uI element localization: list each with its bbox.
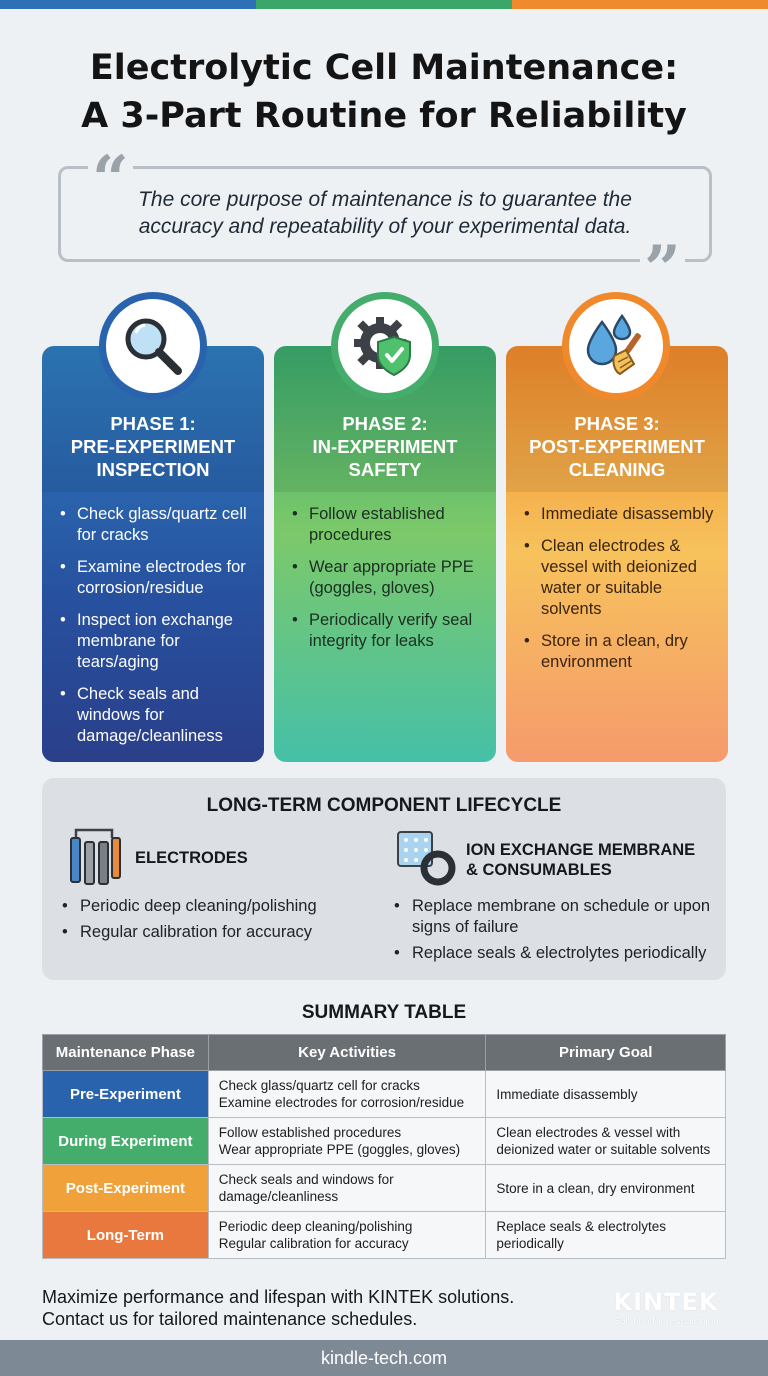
table-row [43,1071,726,1118]
phase-1-list [60,504,254,758]
logo-name: KINTEK [613,1288,719,1316]
table-header-row [43,1035,726,1071]
phase-3-title-line-3: CLEANING [568,459,666,480]
activities-cell [208,1212,486,1259]
phase-2-title-line-3: SAFETY [348,459,422,480]
lifecycle-title: LONG-TERM COMPONENT LIFECYCLE [206,795,562,816]
list-item: • Store in a clean, dry environment [524,631,718,673]
activity-line: damage/cleanliness [218,1189,339,1204]
quote-text [70,186,700,240]
top-bar-blue [0,0,256,9]
list-item: • Inspect ion exchange membrane for tears/aging [60,610,254,673]
column-header: Primary Goal [486,1035,726,1071]
goal-line: Clean electrodes & vessel with [496,1125,681,1140]
gear-shield-icon [331,292,439,400]
site-url[interactable]: kindle-tech.com [320,1348,448,1368]
magnifier-icon [99,292,207,400]
open-quote-icon: “ [88,148,133,212]
quote-line-2: accuracy and repeatability of your experimental data. [138,215,632,238]
table-row [43,1212,726,1259]
phase-3-title [506,412,728,481]
electrodes-list [62,896,382,943]
list-item: • Clean electrodes & vessel with deionized water or suitable solvents [524,536,718,620]
droplets-brush-icon [562,292,670,400]
phase-2-list [292,504,486,663]
site-url-bar [0,1340,768,1376]
phase-2-title-line-2: IN-EXPERIMENT [312,436,458,457]
electrodes-icon [68,828,122,893]
footer-line-2: Contact us for tailored maintenance schedules. [42,1309,418,1329]
top-accent-bar [0,0,768,9]
list-item: • Replace seals & electrolytes periodically [394,943,724,964]
membrane-list-wrap [394,896,724,969]
goal-cell [486,1165,726,1212]
phase-3-title-line-2: POST-EXPERIMENT [529,436,705,457]
activity-line: Follow established procedures [218,1125,402,1140]
membrane-icon [396,830,460,891]
phase-cell: During Experiment [43,1118,209,1165]
list-item: • Check seals and windows for damage/cleanliness [60,684,254,747]
phase-cell: Long-Term [43,1212,209,1259]
activities-cell [208,1165,486,1212]
phase-1-title-line-2: PRE-EXPERIMENT [70,436,236,457]
activity-line: Regular calibration for accuracy [218,1236,409,1251]
page-title [0,44,768,140]
footer-line-1: Maximize performance and lifespan with KINTEK solutions. [42,1287,515,1307]
list-item: • Check glass/quartz cell for cracks [60,504,254,546]
phase-1-title-line-1: PHASE 1: [110,413,196,434]
footer-text [42,1286,514,1330]
activity-line: Check glass/quartz cell for cracks [218,1078,420,1093]
phase-2-title [274,412,496,481]
goal-line: Store in a clean, dry environment [496,1180,695,1196]
column-header: Maintenance Phase [43,1035,209,1071]
phase-cell: Pre-Experiment [43,1071,209,1118]
activity-line: Periodic deep cleaning/polishing [218,1219,413,1234]
activities-cell [208,1071,486,1118]
goal-cell [486,1071,726,1118]
quote-line-1: The core purpose of maintenance is to guarantee the [138,188,632,211]
column-header: Key Activities [208,1035,486,1071]
lifecycle-panel [42,778,726,980]
phase-1-title-line-3: INSPECTION [96,459,210,480]
membrane-heading-line-1: ION EXCHANGE MEMBRANE [466,841,696,859]
list-item: • Regular calibration for accuracy [62,922,382,943]
phase-3-title-line-1: PHASE 3: [574,413,660,434]
list-item: • Follow established procedures [292,504,486,546]
phase-3-list [524,504,718,684]
goal-line: deionized water or suitable solvents [496,1142,711,1157]
list-item: • Wear appropriate PPE (goggles, gloves) [292,557,486,599]
list-item: • Replace membrane on schedule or upon signs of failure [394,896,724,938]
table-row [43,1118,726,1165]
phase-2-card [274,346,496,762]
title-line-1: Electrolytic Cell Maintenance: [89,48,679,88]
activity-line: Examine electrodes for corrosion/residue [218,1095,465,1110]
goal-cell [486,1212,726,1259]
top-bar-orange [512,0,768,9]
membrane-column [466,840,716,880]
membrane-list [394,896,724,964]
electrodes-list-wrap [62,896,382,948]
goal-line: Immediate disassembly [496,1086,638,1102]
close-quote-icon: ” [640,238,685,302]
list-item: • Periodic deep cleaning/polishing [62,896,382,917]
activity-line: Check seals and windows for [218,1172,394,1187]
phase-cell: Post-Experiment [43,1165,209,1212]
title-line-2: A 3-Part Routine for Reliability [81,96,687,136]
membrane-heading-line-2: & CONSUMABLES [466,861,612,879]
electrodes-heading: ELECTRODES [135,849,248,867]
activities-cell [208,1118,486,1165]
goal-line: periodically [496,1236,564,1251]
goal-cell [486,1118,726,1165]
kintek-logo [606,1288,726,1327]
table-row [43,1165,726,1212]
logo-tagline: Solution for researching [613,1316,719,1327]
summary-title: SUMMARY TABLE [301,1002,467,1023]
list-item: • Examine electrodes for corrosion/residue [60,557,254,599]
electrodes-column [135,848,248,868]
phase-1-card [42,346,264,762]
phase-1-title [42,412,264,481]
list-item: • Periodically verify seal integrity for leaks [292,610,486,652]
summary-table [42,1034,726,1259]
activity-line: Wear appropriate PPE (goggles, gloves) [218,1142,461,1157]
phase-2-title-line-1: PHASE 2: [342,413,428,434]
list-item: • Immediate disassembly [524,504,718,525]
goal-line: Replace seals & electrolytes [496,1219,666,1234]
phase-3-card [506,346,728,762]
top-bar-green [256,0,512,9]
